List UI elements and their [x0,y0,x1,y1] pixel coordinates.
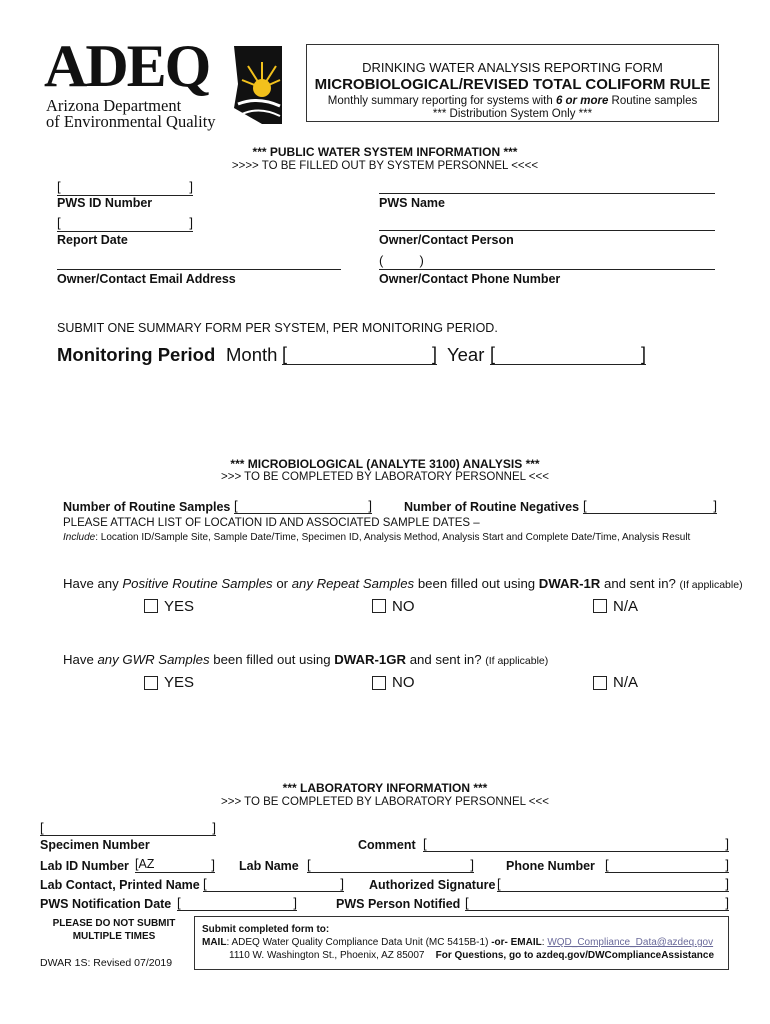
form-title: DRINKING WATER ANALYSIS REPORTING FORM [362,60,663,75]
pws-notification-date-label: PWS Notification Date [40,897,172,911]
comment-label: Comment [358,838,416,852]
specimen-number-label: Specimen Number [40,838,150,852]
lab-phone-field[interactable]: [ ] [605,857,729,872]
micro-section-subtitle: >>> TO BE COMPLETED BY LABORATORY PERSONNEL <<< [221,471,549,483]
specimen-number-field[interactable]: [ ] [40,820,216,835]
pws-section-subtitle: >>>> TO BE FILLED OUT BY SYSTEM PERSONNEL <<<< [231,160,539,172]
email-link[interactable]: WQD_Compliance_Data@azdeq.gov [547,937,714,948]
lab-name-field[interactable]: [ ] [307,857,474,872]
warning-line1: PLEASE DO NOT SUBMIT [52,918,176,929]
lab-contact-label: Lab Contact, Printed Name [40,878,200,892]
form-description: Monthly summary reporting for systems with 6 or more Routine samples [327,95,698,107]
revision-note: DWAR 1S: Revised 07/2019 [40,957,173,969]
question-gwr-samples: Have any GWR Samples been filled out using DWAR-1GR and sent in? (If applicable) [63,652,549,667]
report-date-label: Report Date [57,233,128,247]
form-scope: *** Distribution System Only *** [432,108,593,120]
owner-email-label: Owner/Contact Email Address [57,272,236,286]
questions-link[interactable]: For Questions, go to azdeq.gov/DWComplianceAssistance [435,950,714,961]
q1-na-label: N/A [613,598,639,615]
lab-section-title: *** LABORATORY INFORMATION *** [282,781,488,795]
submit-instruction: SUBMIT ONE SUMMARY FORM PER SYSTEM, PER MONITORING PERIOD. [57,321,498,335]
q2-yes-checkbox[interactable] [144,676,158,690]
q1-no-label: NO [392,598,415,615]
routine-samples-label: Number of Routine Samples [63,500,231,514]
year-field[interactable]: [ ] [490,344,646,364]
q1-no-checkbox[interactable] [372,599,386,613]
submission-title: Submit completed form to: [202,924,330,935]
month-field[interactable]: [ ] [282,344,437,364]
owner-phone-label: Owner/Contact Phone Number [379,272,561,286]
pws-name-label: PWS Name [379,196,445,210]
pws-notification-date-field[interactable]: [ ] [177,895,297,910]
submission-box [194,916,729,970]
mail-email-line: MAIL: ADEQ Water Quality Compliance Data Unit (MC 5415B-1) -or- EMAIL: WQD_Compliance_Data@azdeq.gov [202,937,714,948]
signature-field[interactable]: [ ] [497,876,729,891]
q2-na-checkbox[interactable] [593,676,607,690]
owner-contact-field[interactable] [379,230,715,231]
lab-section-subtitle: >>> TO BE COMPLETED BY LABORATORY PERSONNEL <<< [221,796,549,808]
pws-id-label: PWS ID Number [57,196,153,210]
include-instruction: Include: Location ID/Sample Site, Sample Date/Time, Specimen ID, Analysis Method, Analysis Start and Complete Date/Time, Analysis Result [63,532,691,543]
q1-yes-checkbox[interactable] [144,599,158,613]
q2-no-checkbox[interactable] [372,676,386,690]
monitoring-period-label: Monitoring Period [57,344,216,365]
lab-id-label: Lab ID Number [40,859,129,873]
q2-yes-label: YES [164,674,195,691]
attach-instruction: PLEASE ATTACH LIST OF LOCATION ID AND ASSOCIATED SAMPLE DATES – [63,517,480,529]
pws-name-field[interactable] [379,193,715,194]
routine-negatives-label: Number of Routine Negatives [404,500,580,514]
report-date-field[interactable]: [ ] [57,215,193,230]
logo-letters: ADEQ [44,33,210,99]
micro-section-title: *** MICROBIOLOGICAL (ANALYTE 3100) ANALYSIS *** [230,457,540,471]
owner-contact-label: Owner/Contact Person [379,233,514,247]
lab-phone-label: Phone Number [506,859,595,873]
routine-samples-field[interactable]: [ ] [234,498,372,513]
lab-contact-field[interactable]: [ ] [203,876,344,891]
address-line: 1110 W. Washington St., Phoenix, AZ 85007 For Questions, go to azdeq.gov/DWComplianceAssistance [229,950,714,961]
q1-na-checkbox[interactable] [593,599,607,613]
phone-area-code: ( ) [379,253,424,268]
comment-field[interactable]: [ ] [423,836,729,851]
pws-id-field[interactable]: [ ] [57,179,193,194]
lab-id-prefix: [AZ [135,857,155,871]
pws-section-title: *** PUBLIC WATER SYSTEM INFORMATION *** [252,145,518,159]
q1-yes-label: YES [164,598,195,615]
form-header-box [306,44,719,122]
lab-id-field[interactable]: [AZ ] [135,857,215,872]
owner-email-field[interactable] [57,269,341,270]
logo-line2: of Environmental Quality [46,112,216,131]
signature-label: Authorized Signature [369,878,496,892]
month-label: Month [226,344,278,365]
owner-phone-field[interactable] [379,254,715,270]
form-subtitle: MICROBIOLOGICAL/REVISED TOTAL COLIFORM RULE [314,76,711,93]
logo-line1: Arizona Department [46,96,182,115]
q2-no-label: NO [392,674,415,691]
lab-name-label: Lab Name [239,859,299,873]
pws-person-notified-field[interactable]: [ ] [465,895,729,910]
adeq-logo [42,33,292,131]
arizona-sun-icon [232,44,284,126]
question-repeat-samples: Have any Positive Routine Samples or any Repeat Samples been filled out using DWAR-1R and sent in? (If applicable) [63,576,743,591]
pws-person-notified-label: PWS Person Notified [336,897,461,911]
warning-line2: MULTIPLE TIMES [72,931,156,942]
q2-na-label: N/A [613,674,639,691]
routine-negatives-field[interactable]: [ ] [583,498,717,513]
year-label: Year [447,344,485,365]
